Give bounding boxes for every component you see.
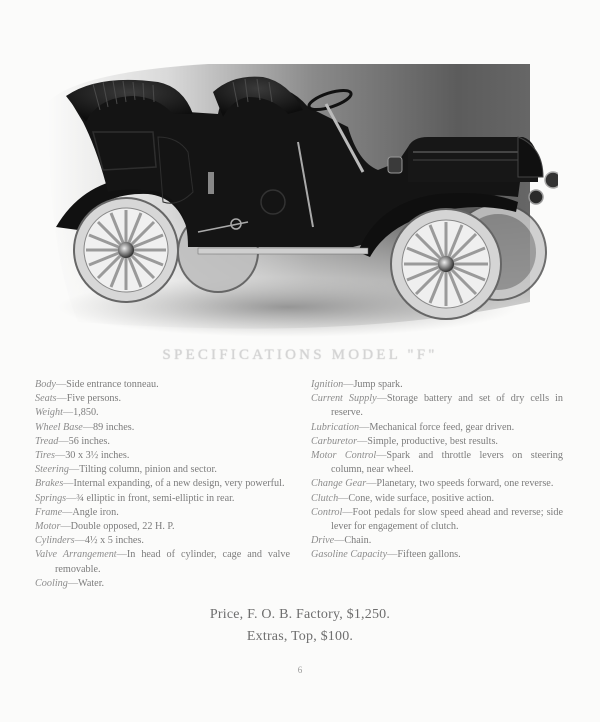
spec-control: Control—Foot pedals for slow speed ahead and reverse; side lever for engagement of clutch. <box>311 506 563 533</box>
spec-cylinders: Cylinders—4½ x 5 inches. <box>35 535 144 547</box>
spec-carburetor: Carburetor—Simple, productive, best results. <box>311 435 498 447</box>
spec-body: Body—Side entrance tonneau. <box>35 379 159 390</box>
spec-seats: Seats—Five persons. <box>35 393 122 405</box>
spec-valve-arrangement: Valve Arrangement—In head of cylinder, cage and valve removable. <box>35 549 290 575</box>
spec-cooling: Cooling—Water. <box>35 577 105 589</box>
specs-left-column <box>35 378 290 591</box>
specifications-heading: SPECIFICATIONS MODEL "F" <box>162 347 438 363</box>
rear-wheel <box>74 198 178 302</box>
spec-tires: Tires—30 x 3½ inches. <box>35 450 130 462</box>
spec-wheel-base: Wheel Base—89 inches. <box>35 421 135 433</box>
spec-clutch: Clutch—Cone, wide surface, positive action. <box>311 492 495 504</box>
spec-lubrication: Lubrication—Mechanical force feed, gear driven. <box>311 421 515 433</box>
price-line: Price, F. O. B. Factory, $1,250. <box>209 607 391 622</box>
front-wheel <box>391 209 501 319</box>
spec-frame: Frame—Angle iron. <box>35 506 119 518</box>
spec-ignition: Ignition—Jump spark. <box>311 379 403 390</box>
spec-current-supply: Current Supply—Storage battery and set of dry cells in reserve. <box>311 393 563 419</box>
spec-motor-control: Motor Control—Spark and throttle levers on steering column, near wheel. <box>311 450 563 476</box>
page-number: 6 <box>297 665 303 675</box>
spec-motor: Motor—Double opposed, 22 H. P. <box>35 521 175 533</box>
extras-line: Extras, Top, $100. <box>246 629 354 644</box>
spec-drive: Drive—Chain. <box>311 535 372 547</box>
pricing-block <box>0 604 600 648</box>
spec-steering: Steering—Tilting column, pinion and sector. <box>35 464 217 476</box>
car-illustration <box>48 52 558 352</box>
specs-right-column <box>311 378 563 563</box>
spec-weight: Weight—1,850. <box>35 407 99 419</box>
spec-change-gear: Change Gear—Planetary, two speeds forward, one reverse. <box>311 478 554 490</box>
spec-gasoline-capacity: Gasoline Capacity—Fifteen gallons. <box>311 549 461 561</box>
spec-springs: Springs—¾ elliptic in front, semi-elliptic in rear. <box>35 492 235 504</box>
spec-tread: Tread—56 inches. <box>35 435 110 447</box>
spec-brakes: Brakes—Internal expanding, of a new design, very powerful. <box>35 478 285 490</box>
